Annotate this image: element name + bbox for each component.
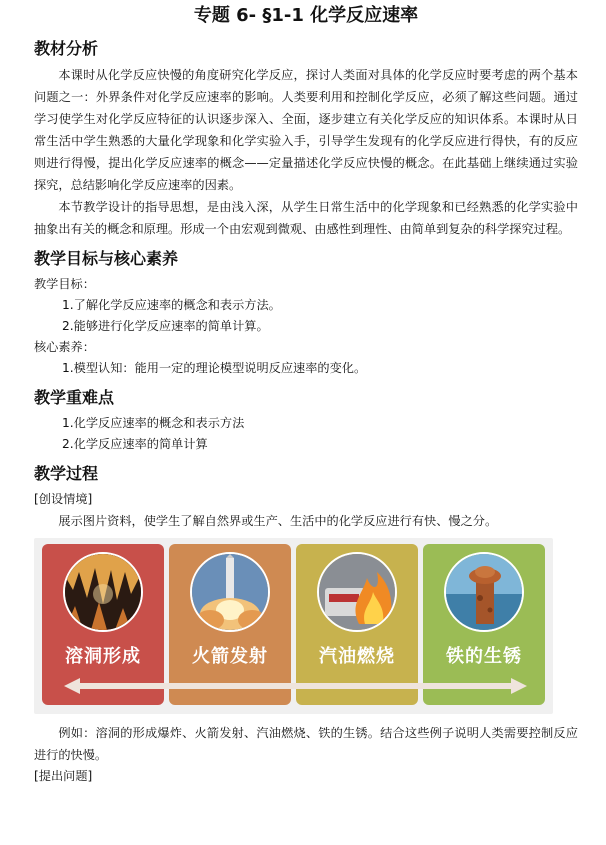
core-label: 核心素养： bbox=[34, 340, 95, 354]
card-label-rust: 铁的生锈 bbox=[446, 646, 522, 667]
section-heading-goals: 教学目标与核心素养 bbox=[34, 249, 179, 268]
cave-photo-icon bbox=[63, 552, 143, 632]
goal-item: 2.能够进行化学反应速率的简单计算。 bbox=[62, 319, 269, 333]
card-label-rocket: 火箭发射 bbox=[192, 646, 268, 667]
goals-list bbox=[34, 295, 578, 337]
rust-photo-icon bbox=[444, 552, 524, 632]
double-arrow-icon bbox=[64, 678, 527, 694]
analysis-paragraph-1: 本课时从化学反应快慢的角度研究化学反应，探讨人类面对具体的化学反应时要考虑的两个基本问题之一：外界条件对化学反应速率的影响。人类要利用和控制化学反应，必须了解这些问题。通过学习使学生对化学反应特征的认识逐步深入、全面，逐步建立有关化学反应的知识体系。本课时从日常生活中学生熟悉的大量化学现象和化学实验入手，引导学生发现有的化学反应进行得快，有的反应则进行得慢，提出化学反应速率的概念——定量描述化学反应快慢的概念。在此基础上继续通过实验探究，总结影响化学反应速率的因素。 bbox=[34, 68, 578, 192]
section-heading-analysis: 教材分析 bbox=[34, 39, 99, 58]
process-tag-scenario: [创设情境] bbox=[34, 492, 93, 506]
process-paragraph-2: 例如：溶洞的形成爆炸、火箭发射、汽油燃烧、铁的生锈。结合这些例子说明人类需要控制反应进行的快慢。 bbox=[34, 726, 578, 762]
section-heading-key-points: 教学重难点 bbox=[34, 388, 115, 407]
key-point-item: 2.化学反应速率的简单计算 bbox=[62, 437, 208, 451]
key-point-item: 1.化学反应速率的概念和表示方法 bbox=[62, 416, 245, 430]
core-item: 1.模型认知：能用一定的理论模型说明反应速率的变化。 bbox=[62, 361, 367, 375]
fire-photo-icon bbox=[317, 552, 397, 632]
card-label-gasoline: 汽油燃烧 bbox=[319, 646, 395, 667]
card-label-cave: 溶洞形成 bbox=[65, 646, 141, 667]
core-list bbox=[34, 358, 578, 379]
key-points-list bbox=[34, 413, 578, 455]
goal-item: 1.了解化学反应速率的概念和表示方法。 bbox=[62, 298, 281, 312]
goals-label: 教学目标： bbox=[34, 277, 95, 291]
reaction-examples-figure bbox=[34, 538, 553, 714]
analysis-paragraph-2: 本节教学设计的指导思想，是由浅入深，从学生日常生活中的化学现象和已经熟悉的化学实验中抽象出有关的概念和原理。形成一个由宏观到微观、由感性到理性、由简单到复杂的科学探究过程。 bbox=[34, 200, 578, 236]
process-tag-question: [提出问题] bbox=[34, 769, 93, 783]
document-title: 专题 6- §1-1 化学反应速率 bbox=[193, 5, 419, 26]
section-heading-process: 教学过程 bbox=[34, 464, 99, 483]
rocket-photo-icon bbox=[190, 552, 270, 632]
process-paragraph-1: 展示图片资料，使学生了解自然界或生产、生活中的化学反应进行有快、慢之分。 bbox=[58, 514, 498, 528]
